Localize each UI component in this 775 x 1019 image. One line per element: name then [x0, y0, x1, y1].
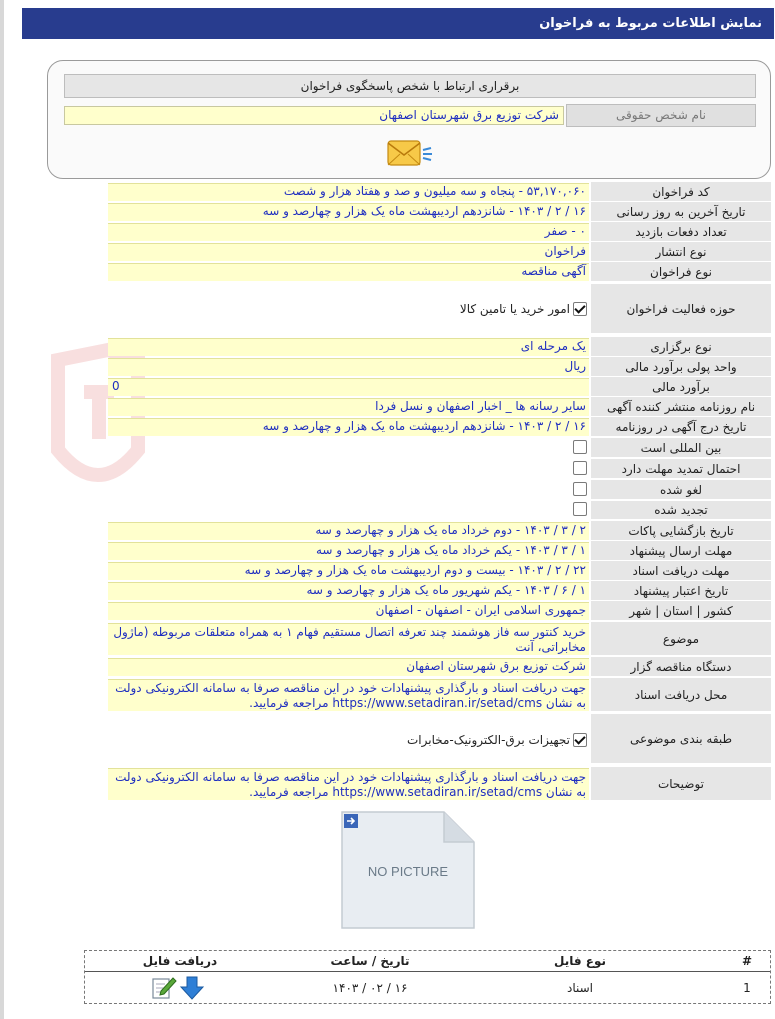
field-value-publish-type: فراخوان [108, 243, 589, 261]
international-checkbox[interactable] [573, 440, 587, 454]
files-table-header [85, 951, 770, 971]
field-value-newspaper: سایر رسانه ها _ اخبار اصفهان و نسل فردا [108, 398, 589, 416]
field-label-docs-deadline: مهلت دریافت اسناد [591, 561, 771, 581]
field-label-docs-place: محل دریافت اسناد [591, 678, 771, 712]
envelope-icon[interactable] [386, 138, 434, 170]
field-label-envelope-open: تاریخ بازگشایی پاکات [591, 521, 771, 541]
field-label-submit-deadline: مهلت ارسال پیشنهاد [591, 541, 771, 561]
download-arrow-icon[interactable] [179, 975, 205, 1001]
field-value-call-type: آگهی مناقصه [108, 263, 589, 281]
field-label-category: طبقه بندی موضوعی [591, 714, 771, 764]
field-value-validity: ۱ / ۶ / ۱۴۰۳ - یکم شهریور ماه یک هزار و چهارصد و سه [108, 582, 589, 600]
field-value-location: جمهوری اسلامی ایران - اصفهان - اصفهان [108, 602, 589, 620]
field-label-publish-type: نوع انتشار [591, 242, 771, 262]
field-label-call-type: نوع فراخوان [591, 262, 771, 282]
field-value-docs-deadline: ۲۲ / ۲ / ۱۴۰۳ - بیست و دوم اردیبهشت ماه یک هزار و چهارصد و سه [108, 562, 589, 580]
field-value-update-date: ۱۶ / ۲ / ۱۴۰۳ - شانزدهم اردیبهشت ماه یک هزار و چهارصد و سه [108, 203, 589, 221]
field-label-newspaper-date: تاریخ درج آگهی در روزنامه [591, 417, 771, 437]
field-value-code: ۵۳,۱۷۰,۰۶۰ - پنجاه و سه میلیون و صد و هفتاد هزار و شصت [108, 183, 589, 201]
field-label-estimate: برآورد مالی [591, 377, 771, 397]
row-num: 1 [743, 981, 751, 995]
contact-name-value: شرکت توزیع برق شهرستان اصفهان [64, 106, 564, 125]
row-type: اسناد [566, 981, 593, 995]
no-picture-image [340, 810, 478, 930]
extension-checkbox[interactable] [573, 461, 587, 475]
field-value-holding-type: یک مرحله ای [108, 338, 589, 356]
files-table-divider [85, 971, 770, 972]
field-label-location: کشور | استان | شهر [591, 601, 771, 621]
field-label-renewed: تجدید شده [591, 501, 771, 520]
field-label-description: توضیحات [591, 767, 771, 801]
field-label-validity: تاریخ اعتبار پیشنهاد [591, 581, 771, 601]
field-value-subject: خرید کنتور سه فاز هوشمند چند تعرفه اتصال مستقیم فهام ۱ به همراه متعلقات مربوطه (ماژول مخابراتی، آنت [108, 623, 589, 655]
field-label-currency: واحد پولی برآورد مالی [591, 357, 771, 377]
renewed-checkbox[interactable] [573, 502, 587, 516]
field-label-extension: احتمال تمدید مهلت دارد [591, 459, 771, 479]
field-label-newspaper: نام روزنامه منتشر کننده آگهی [591, 397, 771, 417]
files-table [84, 950, 771, 1004]
contact-name-label: نام شخص حقوقی [566, 104, 756, 127]
field-value-estimate: 0 [108, 378, 589, 396]
field-value-envelope-open: ۲ / ۳ / ۱۴۰۳ - دوم خرداد ماه یک هزار و چهارصد و سه [108, 522, 589, 540]
field-value-docs-place: جهت دریافت اسناد و بارگذاری پیشنهادات خود در این مناقصه صرفا به سامانه الکترونیکی دولت به نشان https://www.setadiran.ir/setad/cms مراجعه فرمایید. [108, 679, 589, 711]
col-date: تاریخ / ساعت [330, 954, 410, 968]
field-label-holding-type: نوع برگزاری [591, 337, 771, 357]
col-num: # [741, 954, 753, 968]
field-label-activity: حوزه فعالیت فراخوان [591, 284, 771, 334]
row-date: ۱۶ / ۰۲ / ۱۴۰۳ [332, 981, 408, 995]
table-row [85, 973, 770, 1003]
field-value-submit-deadline: ۱ / ۳ / ۱۴۰۳ - یکم خرداد ماه یک هزار و چهارصد و سه [108, 542, 589, 560]
page-title: نمایش اطلاعات مربوط به فراخوان [22, 8, 774, 39]
col-download: دریافت فایل [142, 954, 218, 968]
field-label-update-date: تاریخ آخرین به روز رسانی [591, 202, 771, 222]
left-scroll-edge [0, 0, 4, 1019]
field-label-organizer: دستگاه مناقصه گزار [591, 657, 771, 677]
category-checkbox[interactable] [573, 733, 587, 747]
field-value-visits: ۰ - صفر [108, 223, 589, 241]
activity-option: امور خرید یا تامین کالا [459, 302, 570, 316]
field-value-organizer: شرکت توزیع برق شهرستان اصفهان [108, 658, 589, 676]
field-value-currency: ریال [108, 358, 589, 376]
edit-document-icon[interactable] [151, 976, 177, 1000]
field-value-description: جهت دریافت اسناد و بارگذاری پیشنهادات خود در این مناقصه صرفا به سامانه الکترونیکی دولت به نشان https://www.setadiran.ir/setad/cms مراجعه فرمایید. [108, 768, 589, 800]
field-value-newspaper-date: ۱۶ / ۲ / ۱۴۰۳ - شانزدهم اردیبهشت ماه یک هزار و چهارصد و سه [108, 418, 589, 436]
col-type: نوع فایل [554, 954, 606, 968]
cancelled-checkbox[interactable] [573, 482, 587, 496]
field-label-international: بین المللی است [591, 438, 771, 458]
field-label-cancelled: لغو شده [591, 480, 771, 500]
category-option: تجهیزات برق-الکترونیک-مخابرات [406, 733, 570, 747]
no-picture-text: NO PICTURE [367, 864, 449, 879]
field-label-code: کد فراخوان [591, 182, 771, 202]
field-label-subject: موضوع [591, 622, 771, 656]
activity-checkbox[interactable] [573, 302, 587, 316]
field-label-visits: تعداد دفعات بازدید [591, 222, 771, 242]
contact-header: برقراری ارتباط با شخص پاسخگوی فراخوان [64, 74, 756, 98]
